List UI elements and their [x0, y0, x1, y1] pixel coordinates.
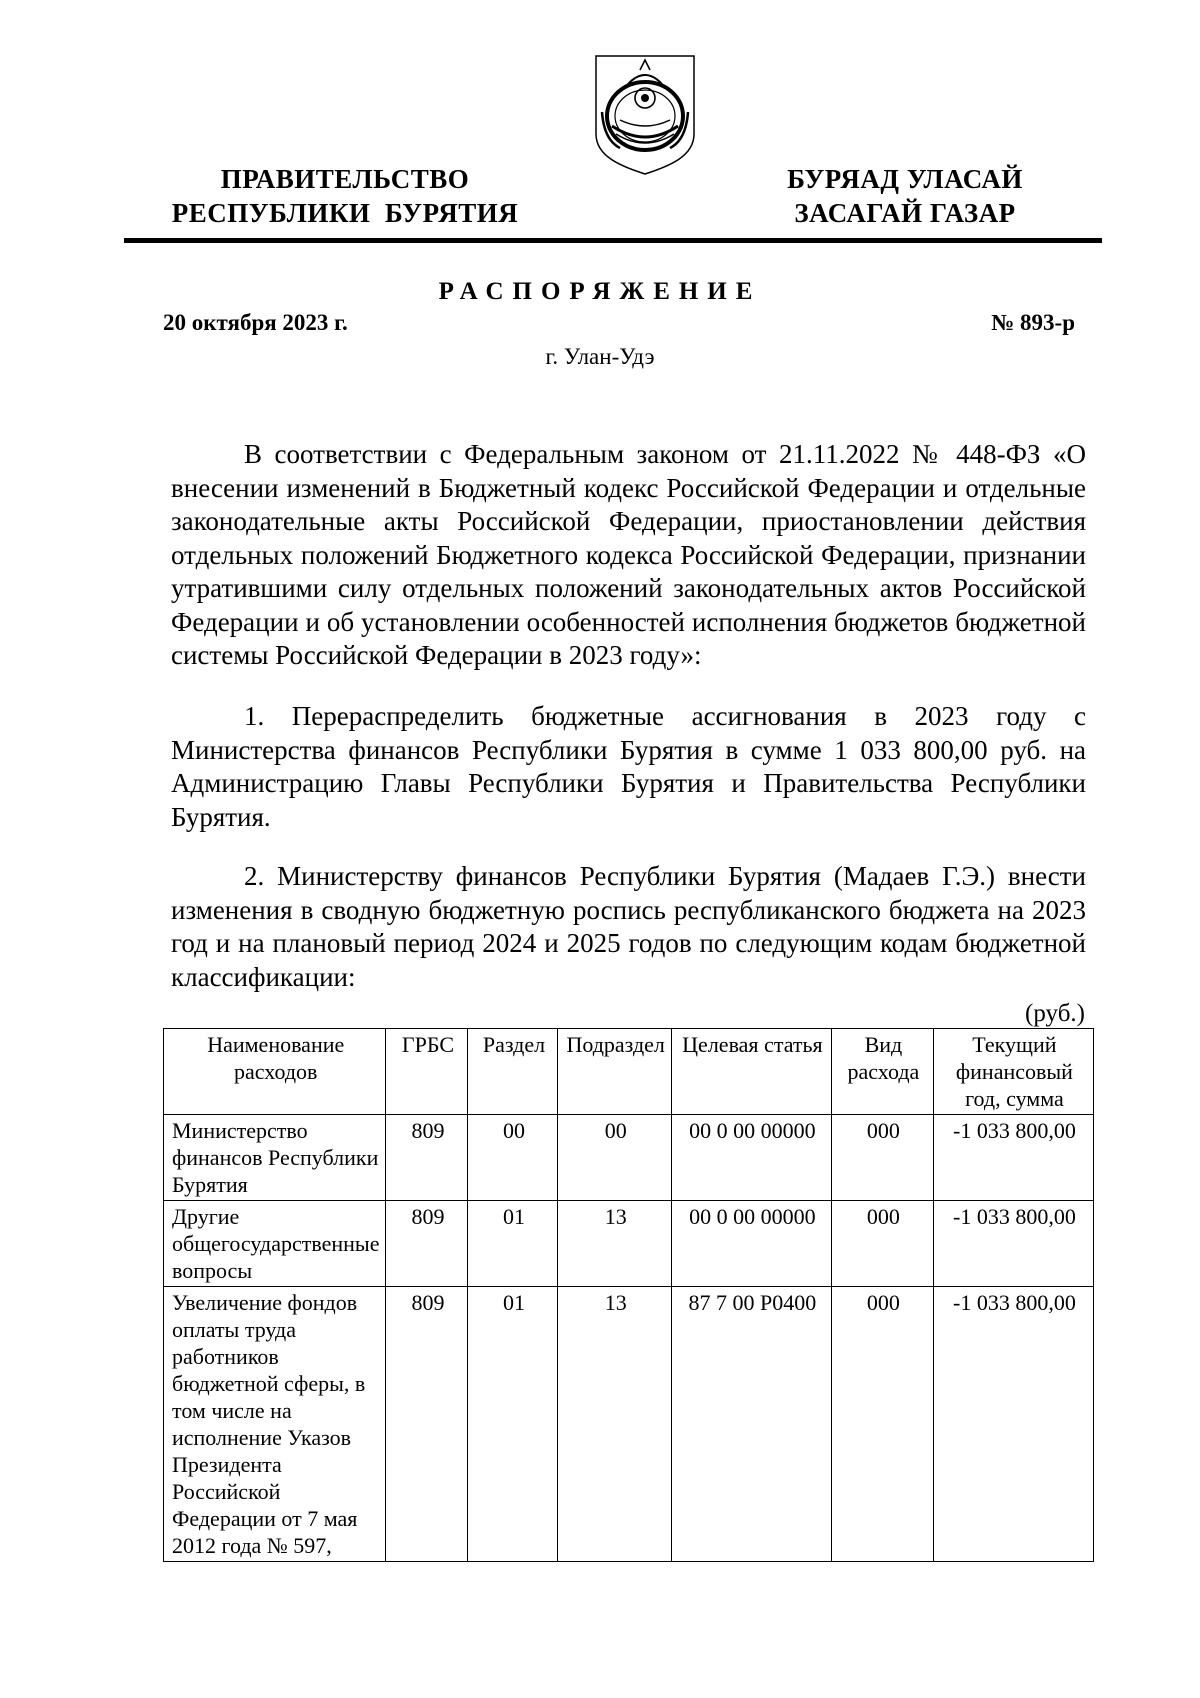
cell-target-item: 00 0 00 00000	[671, 1115, 831, 1201]
cell-amount: -1 033 800,00	[933, 1115, 1093, 1201]
header-right-line1: БУРЯАД УЛАСАЙ	[787, 164, 1023, 194]
cell-name: Другие общегосударственные вопросы	[164, 1201, 386, 1287]
header-left	[170, 162, 520, 230]
cell-amount: -1 033 800,00	[933, 1287, 1093, 1562]
document-number: № 893-р	[991, 310, 1075, 335]
col-header-name: Наименование расходов	[164, 1029, 386, 1115]
col-header-amount: Текущий финансовый год, сумма	[933, 1029, 1093, 1115]
document-title: РАСПОРЯЖЕНИЕ	[438, 278, 762, 305]
item-2-text: 2. Министерству финансов Республики Бурятия (Мадаев Г.Э.) внести изменения в сводную бюджетную роспись республиканского бюджета на 2023 год и на плановый период 2024 и 2025 годов по следующим кодам бюджетной классификации:	[171, 861, 1086, 992]
table-header-row	[164, 1029, 1094, 1115]
document-city: г. Улан-Удэ	[545, 344, 655, 369]
col-header-subsection: Подраздел	[558, 1029, 671, 1115]
header-left-line1: ПРАВИТЕЛЬСТВО	[220, 164, 470, 194]
cell-grbs: 809	[386, 1287, 468, 1562]
header-right-line2: ЗАСАГАЙ ГАЗАР	[794, 198, 1016, 228]
cell-name: Министерство финансов Республики Бурятия	[164, 1115, 386, 1201]
table-row	[164, 1115, 1094, 1201]
col-header-grbs: ГРБС	[386, 1029, 468, 1115]
cell-section: 00	[468, 1115, 558, 1201]
cell-grbs: 809	[386, 1115, 468, 1201]
cell-expense-type: 000	[831, 1287, 933, 1562]
cell-grbs: 809	[386, 1201, 468, 1287]
item-1-paragraph	[171, 700, 1086, 834]
cell-name: Увеличение фондов оплаты труда работников бюджетной сферы, в том числе на исполнение Указов Президента Российской Федерации от 7 мая 2012 года № 597,	[164, 1287, 386, 1562]
header-divider	[124, 238, 1102, 243]
budget-table	[163, 1028, 1094, 1562]
preamble-paragraph	[171, 438, 1086, 673]
table-row	[164, 1287, 1094, 1562]
currency-unit: (руб.)	[1025, 1000, 1085, 1027]
cell-section: 01	[468, 1287, 558, 1562]
cell-target-item: 87 7 00 Р0400	[671, 1287, 831, 1562]
table-row	[164, 1201, 1094, 1287]
item-1-text: 1. Перераспределить бюджетные ассигнования в 2023 году с Министерства финансов Республики Бурятия в сумме 1 033 800,00 руб. на Администрацию Главы Республики Бурятия и Правительства Республики Бурятия.	[171, 701, 1086, 832]
cell-subsection: 00	[558, 1115, 671, 1201]
cell-subsection: 13	[558, 1201, 671, 1287]
preamble-text: В соответствии с Федеральным законом от 21.11.2022 № 448-ФЗ «О внесении изменений в Бюджетный кодекс Российской Федерации и отдельные законодательные акты Российской Федерации, приостановлении действия отдельных положений Бюджетного кодекса Российской Федерации, признании утратившими силу отдельных положений законодательных актов Российской Федерации и об установлении особенностей исполнения бюджетов бюджетной системы Российской Федерации в 2023 году»:	[171, 439, 1086, 670]
header-left-line2: РЕСПУБЛИКИ БУРЯТИЯ	[171, 198, 519, 228]
col-header-target-item: Целевая статья	[671, 1029, 831, 1115]
col-header-expense-type: Вид расхода	[831, 1029, 933, 1115]
cell-subsection: 13	[558, 1287, 671, 1562]
cell-amount: -1 033 800,00	[933, 1201, 1093, 1287]
item-2-paragraph	[171, 860, 1086, 994]
cell-expense-type: 000	[831, 1201, 933, 1287]
emblem-icon	[590, 52, 700, 178]
cell-target-item: 00 0 00 00000	[671, 1201, 831, 1287]
col-header-section: Раздел	[468, 1029, 558, 1115]
document-date: 20 октября 2023 г.	[163, 310, 348, 335]
header-right	[760, 162, 1050, 230]
cell-section: 01	[468, 1201, 558, 1287]
cell-expense-type: 000	[831, 1115, 933, 1201]
